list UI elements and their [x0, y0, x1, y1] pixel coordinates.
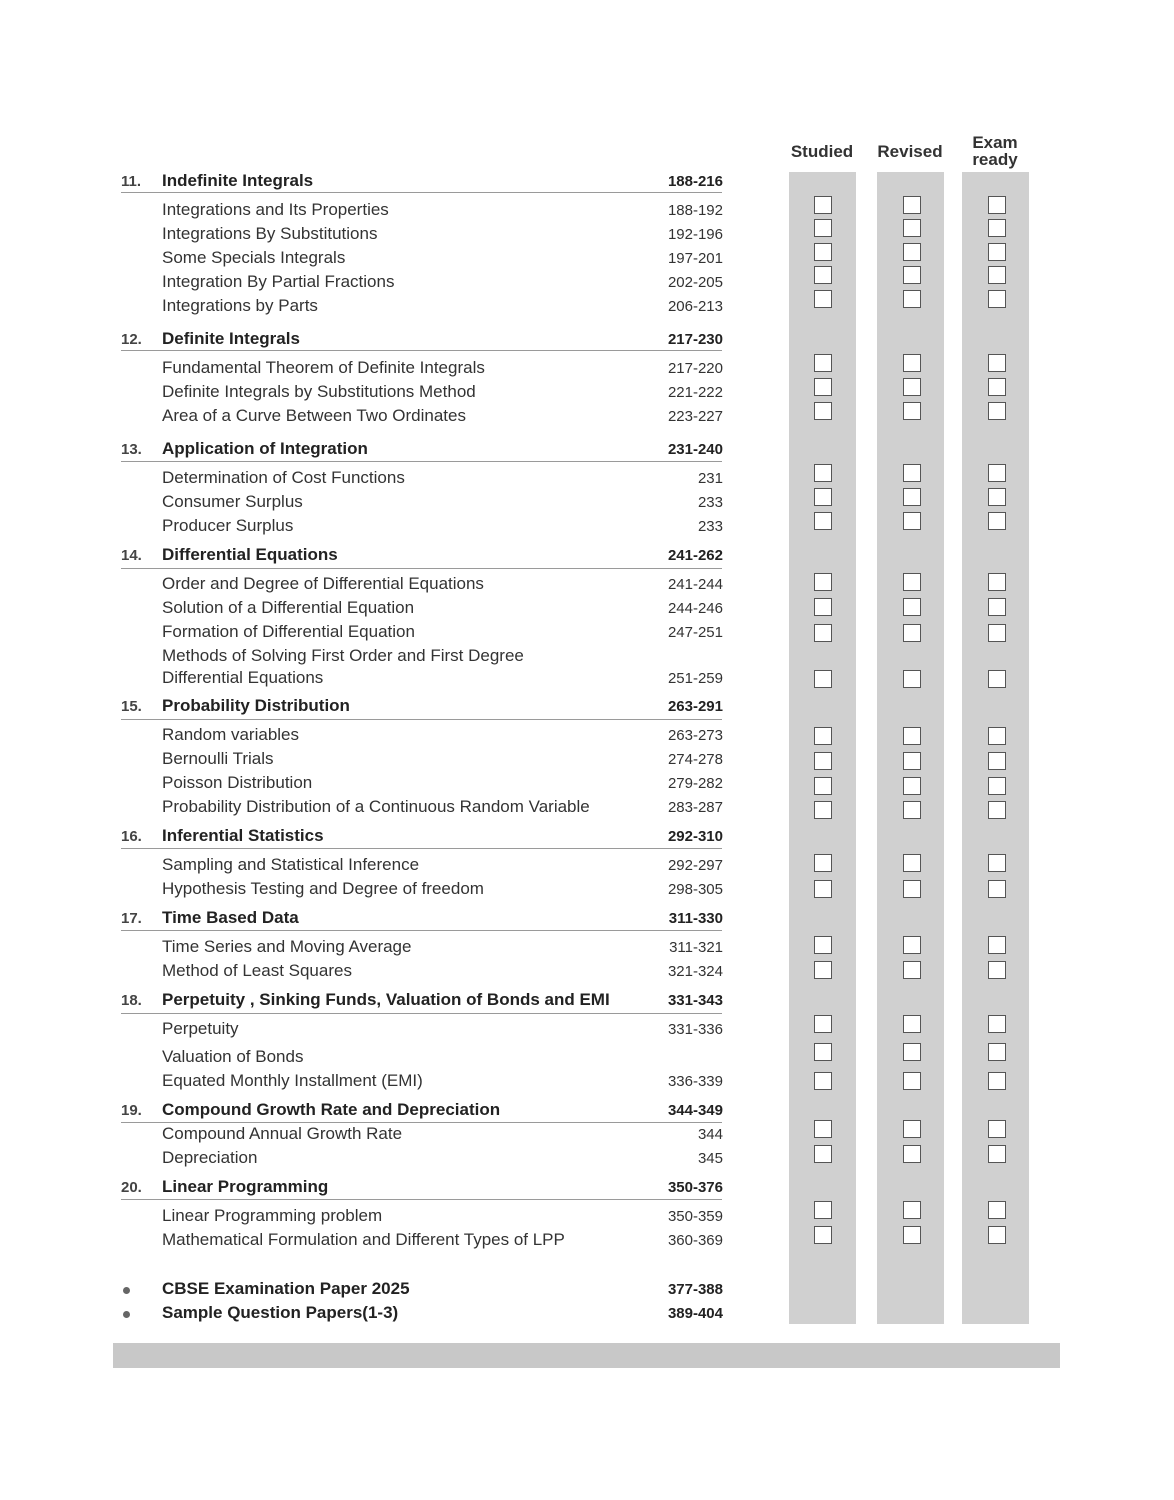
exam-ready-checkbox[interactable]	[988, 219, 1006, 237]
exam-ready-header-line2: ready	[972, 150, 1018, 169]
topic-title: Bernoulli Trials	[162, 749, 274, 768]
revised-header: Revised	[877, 142, 943, 161]
exam-ready-checkbox[interactable]	[988, 961, 1006, 979]
studied-checkbox[interactable]	[814, 402, 832, 420]
revised-checkbox[interactable]	[903, 880, 921, 898]
chapter-pages: 331-343	[667, 992, 723, 1009]
revised-checkbox[interactable]	[903, 777, 921, 795]
chapter-divider	[121, 848, 722, 849]
revised-checkbox[interactable]	[903, 354, 921, 372]
topic-pages: 231	[697, 470, 723, 487]
revised-checkbox[interactable]	[903, 378, 921, 396]
topic-title: Producer Surplus	[162, 516, 294, 535]
revised-checkbox[interactable]	[903, 936, 921, 954]
topic-title: Equated Monthly Installment (EMI)	[162, 1071, 423, 1090]
exam-ready-checkbox[interactable]	[988, 1145, 1006, 1163]
extra-pages: 389-404	[667, 1305, 723, 1322]
revised-checkbox[interactable]	[903, 1145, 921, 1163]
revised-checkbox[interactable]	[903, 752, 921, 770]
exam-ready-checkbox[interactable]	[988, 854, 1006, 872]
topic-pages: 188-192	[667, 202, 723, 219]
studied-checkbox[interactable]	[814, 1043, 832, 1061]
chapter-title: Application of Integration	[162, 439, 368, 458]
studied-checkbox[interactable]	[814, 573, 832, 591]
exam-ready-checkbox[interactable]	[988, 1201, 1006, 1219]
chapter-divider	[121, 1199, 722, 1200]
exam-ready-checkbox[interactable]	[988, 598, 1006, 616]
topic-title: Time Series and Moving Average	[162, 937, 412, 956]
topic-title: Valuation of Bonds	[162, 1047, 304, 1066]
revised-checkbox[interactable]	[903, 854, 921, 872]
exam-ready-checkbox[interactable]	[988, 290, 1006, 308]
chapter-divider	[121, 192, 722, 193]
chapter-title: Indefinite Integrals	[162, 171, 314, 190]
exam-ready-checkbox[interactable]	[988, 402, 1006, 420]
topic-title: Mathematical Formulation and Different Types of LPP	[162, 1230, 565, 1249]
revised-checkbox[interactable]	[903, 1226, 921, 1244]
topic-pages: 298-305	[667, 881, 723, 898]
exam-ready-checkbox[interactable]	[988, 936, 1006, 954]
revised-checkbox[interactable]	[903, 488, 921, 506]
studied-checkbox[interactable]	[814, 961, 832, 979]
topic-pages: 336-339	[667, 1073, 723, 1090]
topic-pages: 221-222	[667, 384, 723, 401]
studied-header: Studied	[790, 142, 854, 161]
studied-checkbox[interactable]	[814, 670, 832, 688]
studied-checkbox[interactable]	[814, 1145, 832, 1163]
studied-checkbox[interactable]	[814, 1072, 832, 1090]
topic-pages: 192-196	[667, 226, 723, 243]
exam-ready-checkbox[interactable]	[988, 1072, 1006, 1090]
footer-bar	[113, 1343, 1060, 1368]
chapter-divider	[121, 930, 722, 931]
revised-checkbox[interactable]	[903, 1072, 921, 1090]
topic-title: Methods of Solving First Order and First Degree	[162, 646, 524, 665]
revised-checkbox[interactable]	[903, 196, 921, 214]
studied-checkbox[interactable]	[814, 196, 832, 214]
studied-checkbox[interactable]	[814, 936, 832, 954]
exam-ready-checkbox[interactable]	[988, 1226, 1006, 1244]
studied-checkbox[interactable]	[814, 1226, 832, 1244]
topic-pages: 344	[697, 1126, 723, 1143]
chapter-title: Time Based Data	[162, 908, 299, 927]
studied-checkbox[interactable]	[814, 801, 832, 819]
exam-ready-checkbox[interactable]	[988, 880, 1006, 898]
studied-checkbox[interactable]	[814, 1015, 832, 1033]
chapter-divider	[121, 350, 722, 351]
chapter-number: 18.	[121, 992, 142, 1009]
chapter-number: 16.	[121, 828, 142, 845]
topic-title: Integration By Partial Fractions	[162, 272, 395, 291]
chapter-pages: 350-376	[667, 1179, 723, 1196]
chapter-title: Linear Programming	[162, 1177, 329, 1196]
topic-pages: 202-205	[667, 274, 723, 291]
chapter-number: 20.	[121, 1179, 142, 1196]
studied-checkbox[interactable]	[814, 488, 832, 506]
chapter-number: 13.	[121, 441, 142, 458]
chapter-divider	[121, 1013, 722, 1014]
chapter-divider	[121, 568, 722, 569]
chapter-title: Compound Growth Rate and Depreciation	[162, 1100, 501, 1119]
revised-checkbox[interactable]	[903, 219, 921, 237]
studied-checkbox[interactable]	[814, 219, 832, 237]
exam-ready-checkbox[interactable]	[988, 464, 1006, 482]
topic-title: Perpetuity	[162, 1019, 239, 1038]
studied-checkbox[interactable]	[814, 598, 832, 616]
topic-pages: 206-213	[667, 298, 723, 315]
revised-checkbox[interactable]	[903, 290, 921, 308]
topic-title: Sampling and Statistical Inference	[162, 855, 420, 874]
topic-pages: 321-324	[667, 963, 723, 980]
chapter-number: 17.	[121, 910, 142, 927]
topic-pages: 283-287	[667, 799, 723, 816]
topic-title: Depreciation	[162, 1148, 258, 1167]
topic-pages: 223-227	[667, 408, 723, 425]
revised-checkbox[interactable]	[903, 624, 921, 642]
studied-checkbox[interactable]	[814, 464, 832, 482]
topic-title: Poisson Distribution	[162, 773, 313, 792]
exam-ready-checkbox[interactable]	[988, 1015, 1006, 1033]
revised-checkbox[interactable]	[903, 727, 921, 745]
exam-ready-checkbox[interactable]	[988, 670, 1006, 688]
studied-checkbox[interactable]	[814, 1120, 832, 1138]
exam-ready-checkbox[interactable]	[988, 354, 1006, 372]
topic-title: Random variables	[162, 725, 300, 744]
revised-checkbox[interactable]	[903, 1120, 921, 1138]
extra-title: Sample Question Papers(1-3)	[162, 1303, 399, 1322]
exam-ready-checkbox[interactable]	[988, 512, 1006, 530]
chapter-divider	[121, 719, 722, 720]
chapter-number: 14.	[121, 547, 142, 564]
chapter-title: Differential Equations	[162, 545, 338, 564]
chapter-pages: 311-330	[668, 910, 723, 927]
topic-title: Hypothesis Testing and Degree of freedom	[162, 879, 484, 898]
exam-ready-checkbox[interactable]	[988, 378, 1006, 396]
topic-pages: 217-220	[667, 360, 723, 377]
exam-ready-checkbox[interactable]	[988, 196, 1006, 214]
topic-title: Consumer Surplus	[162, 492, 303, 511]
topic-pages: 279-282	[667, 775, 723, 792]
topic-title: Fundamental Theorem of Definite Integrals	[162, 358, 485, 377]
revised-checkbox[interactable]	[903, 801, 921, 819]
revised-checkbox[interactable]	[903, 464, 921, 482]
chapter-number: 12.	[121, 331, 142, 348]
chapter-number: 19.	[121, 1102, 142, 1119]
exam-ready-header-line1: Exam	[972, 133, 1018, 152]
revised-checkbox[interactable]	[903, 512, 921, 530]
extra-title: CBSE Examination Paper 2025	[162, 1279, 410, 1298]
chapter-number: 11.	[121, 173, 142, 190]
chapter-pages: 241-262	[667, 547, 723, 564]
revised-checkbox[interactable]	[903, 961, 921, 979]
studied-checkbox[interactable]	[814, 512, 832, 530]
studied-checkbox[interactable]	[814, 854, 832, 872]
chapter-pages: 344-349	[667, 1102, 723, 1119]
topic-pages: 274-278	[667, 751, 723, 768]
studied-checkbox[interactable]	[814, 378, 832, 396]
studied-checkbox[interactable]	[814, 727, 832, 745]
extra-pages: 377-388	[667, 1281, 723, 1298]
chapter-pages: 263-291	[667, 698, 723, 715]
chapter-title: Perpetuity , Sinking Funds, Valuation of Bonds and EMI	[162, 990, 610, 1009]
topic-title: Formation of Differential Equation	[162, 622, 415, 641]
exam-ready-checkbox[interactable]	[988, 777, 1006, 795]
topic-title: Solution of a Differential Equation	[162, 598, 415, 617]
topic-title: Order and Degree of Differential Equations	[162, 574, 484, 593]
topic-pages: 233	[697, 518, 723, 535]
topic-title: Some Specials Integrals	[162, 248, 346, 267]
exam-ready-checkbox[interactable]	[988, 573, 1006, 591]
topic-pages: 311-321	[669, 939, 723, 956]
exam-ready-checkbox[interactable]	[988, 1043, 1006, 1061]
chapter-title: Definite Integrals	[162, 329, 300, 348]
chapter-title: Probability Distribution	[162, 696, 350, 715]
studied-checkbox[interactable]	[814, 243, 832, 261]
topic-pages: 197-201	[667, 250, 723, 267]
studied-checkbox[interactable]	[814, 266, 832, 284]
topic-title: Linear Programming problem	[162, 1206, 383, 1225]
topic-title: Integrations by Parts	[162, 296, 318, 315]
topic-title: Area of a Curve Between Two Ordinates	[162, 406, 466, 425]
topic-title: Integrations By Substitutions	[162, 224, 378, 243]
studied-checkbox[interactable]	[814, 290, 832, 308]
topic-title: Probability Distribution of a Continuous Random Variable	[162, 797, 590, 816]
topic-pages: 251-259	[667, 670, 723, 687]
topic-title: Determination of Cost Functions	[162, 468, 405, 487]
topic-pages: 350-359	[667, 1208, 723, 1225]
chapter-pages: 188-216	[667, 173, 723, 190]
topic-title: Integrations and Its Properties	[162, 200, 389, 219]
topic-title: Method of Least Squares	[162, 961, 352, 980]
topic-pages: 233	[697, 494, 723, 511]
topic-pages: 360-369	[667, 1232, 723, 1249]
exam-ready-checkbox[interactable]	[988, 488, 1006, 506]
exam-ready-checkbox[interactable]	[988, 801, 1006, 819]
topic-title: Definite Integrals by Substitutions Method	[162, 382, 476, 401]
revised-checkbox[interactable]	[903, 598, 921, 616]
topic-title: Compound Annual Growth Rate	[162, 1124, 403, 1143]
studied-checkbox[interactable]	[814, 880, 832, 898]
chapter-divider	[121, 1122, 722, 1123]
exam-ready-header	[950, 134, 1040, 168]
chapter-title: Inferential Statistics	[162, 826, 324, 845]
topic-pages: 345	[697, 1150, 723, 1167]
revised-checkbox[interactable]	[903, 1043, 921, 1061]
topic-pages: 244-246	[667, 600, 723, 617]
revised-checkbox[interactable]	[903, 243, 921, 261]
revised-checkbox[interactable]	[903, 573, 921, 591]
revised-checkbox[interactable]	[903, 402, 921, 420]
studied-checkbox[interactable]	[814, 624, 832, 642]
topic-pages: 241-244	[667, 576, 723, 593]
studied-checkbox[interactable]	[814, 354, 832, 372]
exam-ready-checkbox[interactable]	[988, 1120, 1006, 1138]
topic-pages: 292-297	[667, 857, 723, 874]
topic-pages: 247-251	[667, 624, 723, 641]
chapter-pages: 217-230	[667, 331, 723, 348]
revised-checkbox[interactable]	[903, 1201, 921, 1219]
revised-checkbox[interactable]	[903, 1015, 921, 1033]
topic-title-continued: Differential Equations	[162, 668, 324, 687]
exam-ready-checkbox[interactable]	[988, 243, 1006, 261]
chapter-pages: 231-240	[667, 441, 723, 458]
revised-checkbox[interactable]	[903, 266, 921, 284]
topic-pages: 263-273	[667, 727, 723, 744]
bullet-icon	[123, 1287, 130, 1294]
exam-ready-checkbox[interactable]	[988, 727, 1006, 745]
chapter-number: 15.	[121, 698, 142, 715]
studied-checkbox[interactable]	[814, 777, 832, 795]
studied-checkbox[interactable]	[814, 1201, 832, 1219]
chapter-divider	[121, 461, 722, 462]
exam-ready-checkbox[interactable]	[988, 624, 1006, 642]
topic-pages: 331-336	[667, 1021, 723, 1038]
exam-ready-checkbox[interactable]	[988, 266, 1006, 284]
bullet-icon	[123, 1311, 130, 1318]
revised-checkbox[interactable]	[903, 670, 921, 688]
studied-checkbox[interactable]	[814, 752, 832, 770]
exam-ready-checkbox[interactable]	[988, 752, 1006, 770]
chapter-pages: 292-310	[667, 828, 723, 845]
